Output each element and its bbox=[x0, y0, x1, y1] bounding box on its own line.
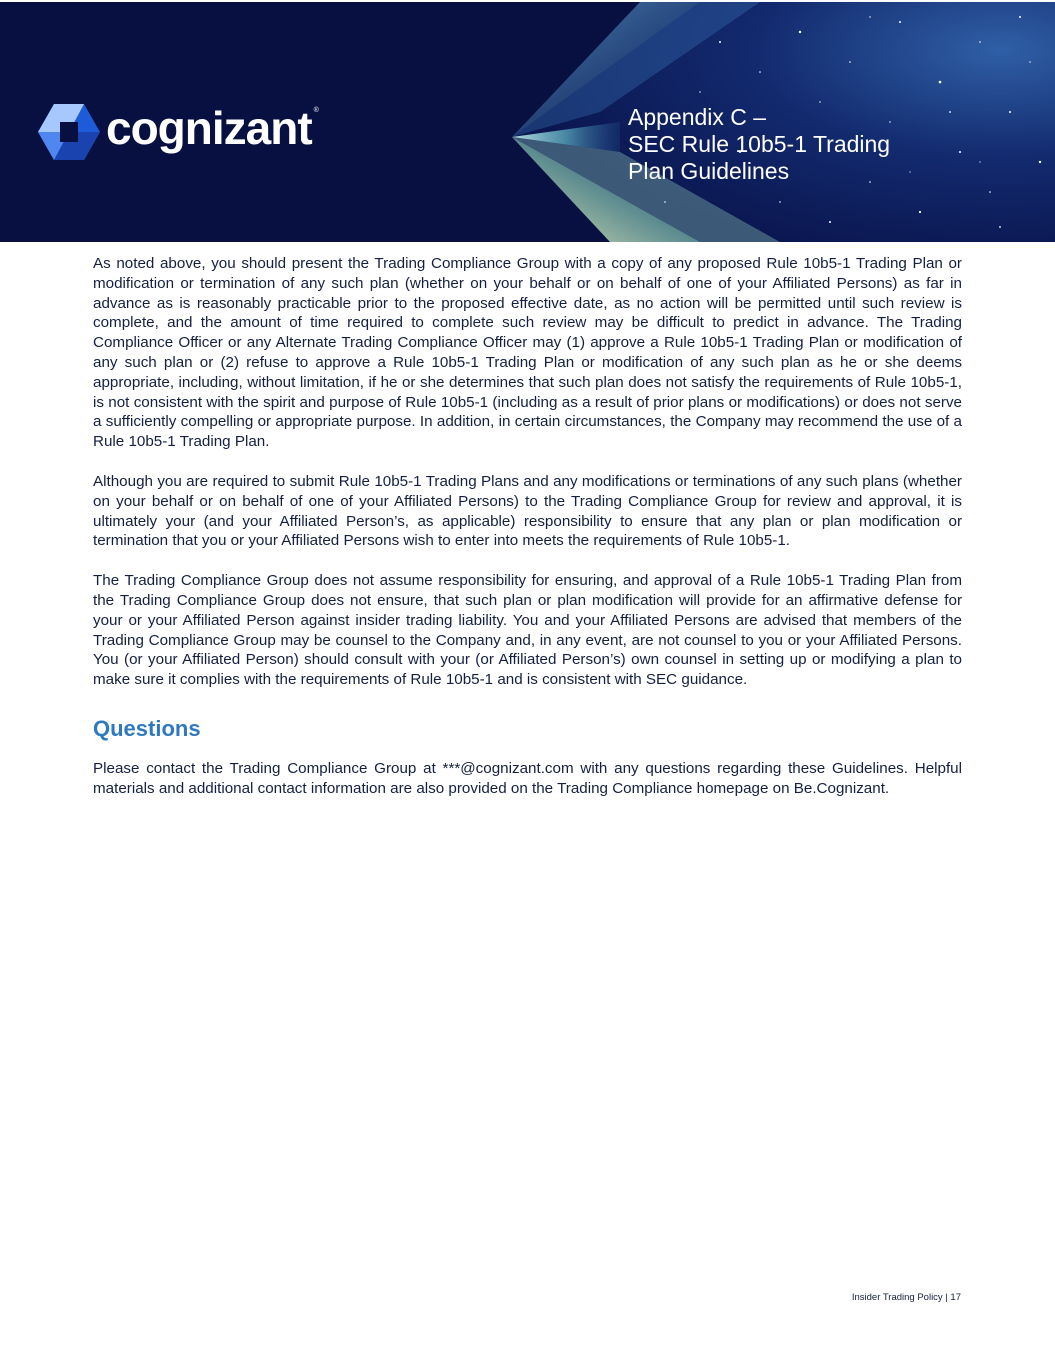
logo-wordmark: cognizant bbox=[106, 102, 312, 154]
cognizant-logo-icon bbox=[38, 104, 100, 160]
paragraph-questions-contact: Please contact the Trading Compliance Group at ***@cognizant.com with any questions regarding these Guidelines. Helpful materials and additional contact information are also provided on the Trading Compliance homepage on Be.Cognizant. bbox=[93, 759, 962, 797]
appendix-title bbox=[628, 104, 958, 185]
page-footer: Insider Trading Policy | 17 bbox=[851, 1292, 961, 1303]
header-banner bbox=[0, 2, 1055, 242]
questions-heading: Questions bbox=[93, 715, 201, 741]
paragraph-no-assurance: The Trading Compliance Group does not assume responsibility for ensuring, and approval of a Rule 10b5-1 Trading Plan from the Trading Compliance Group does not ensure, that such plan or plan modification will provide for an affirmative defense for your or your Affiliated Person against insider trading liability. You and your Affiliated Persons are advised that members of the Trading Compliance Group may be counsel to the Company and, in any event, are not counsel to you or your Affiliated Persons. You (or your Affiliated Person) should consult with your (or Affiliated Person’s) own counsel in setting up or modifying a plan to make sure it complies with the requirements of Rule 10b5-1 and is consistent with SEC guidance. bbox=[93, 572, 962, 689]
paragraph-responsibility: Although you are required to submit Rule 10b5-1 Trading Plans and any modifications or terminations of any such plans (whether on your behalf or on behalf of one of your Affiliated Persons) to the Trading Compliance Group for review and approval, it is ultimately your (and your Affiliated Person’s, as applicable) responsibility to ensure that any plan or plan modification or termination that you or your Affiliated Persons wish to enter into meets the requirements of Rule 10b5-1. bbox=[93, 472, 962, 550]
appendix-title-line: Plan Guidelines bbox=[628, 158, 790, 184]
appendix-title-line: Appendix C – bbox=[628, 104, 767, 130]
paragraph-review-approval: As noted above, you should present the Trading Compliance Group with a copy of any proposed Rule 10b5-1 Trading Plan or modification or termination of any such plan (whether on your behalf or on behalf of one of your Affiliated Persons) as far in advance as is reasonably practicable prior to the proposed effective date, as no action will be permitted until such review is complete, and the amount of time required to complete such review may be difficult to predict in advance. The Trading Compliance Officer or any Alternate Trading Compliance Officer may (1) approve a Rule 10b5-1 Trading Plan or modification of any such plan or (2) refuse to approve a Rule 10b5-1 Trading Plan or modification of any such plan as he or she deems appropriate, including, without limitation, if he or she determines that such plan does not satisfy the requirements of Rule 10b5-1, is not consistent with the spirit and purpose of Rule 10b5-1 (including as a result of prior plans or modifications) or does not serve a sufficiently compelling or appropriate purpose. In addition, in certain circumstances, the Company may recommend the use of a Rule 10b5-1 Trading Plan. bbox=[93, 255, 962, 451]
logo-registered-mark: ® bbox=[313, 106, 319, 114]
appendix-title-line: SEC Rule 10b5-1 Trading bbox=[628, 131, 891, 157]
document-body bbox=[93, 254, 962, 819]
cognizant-logo bbox=[38, 102, 319, 162]
